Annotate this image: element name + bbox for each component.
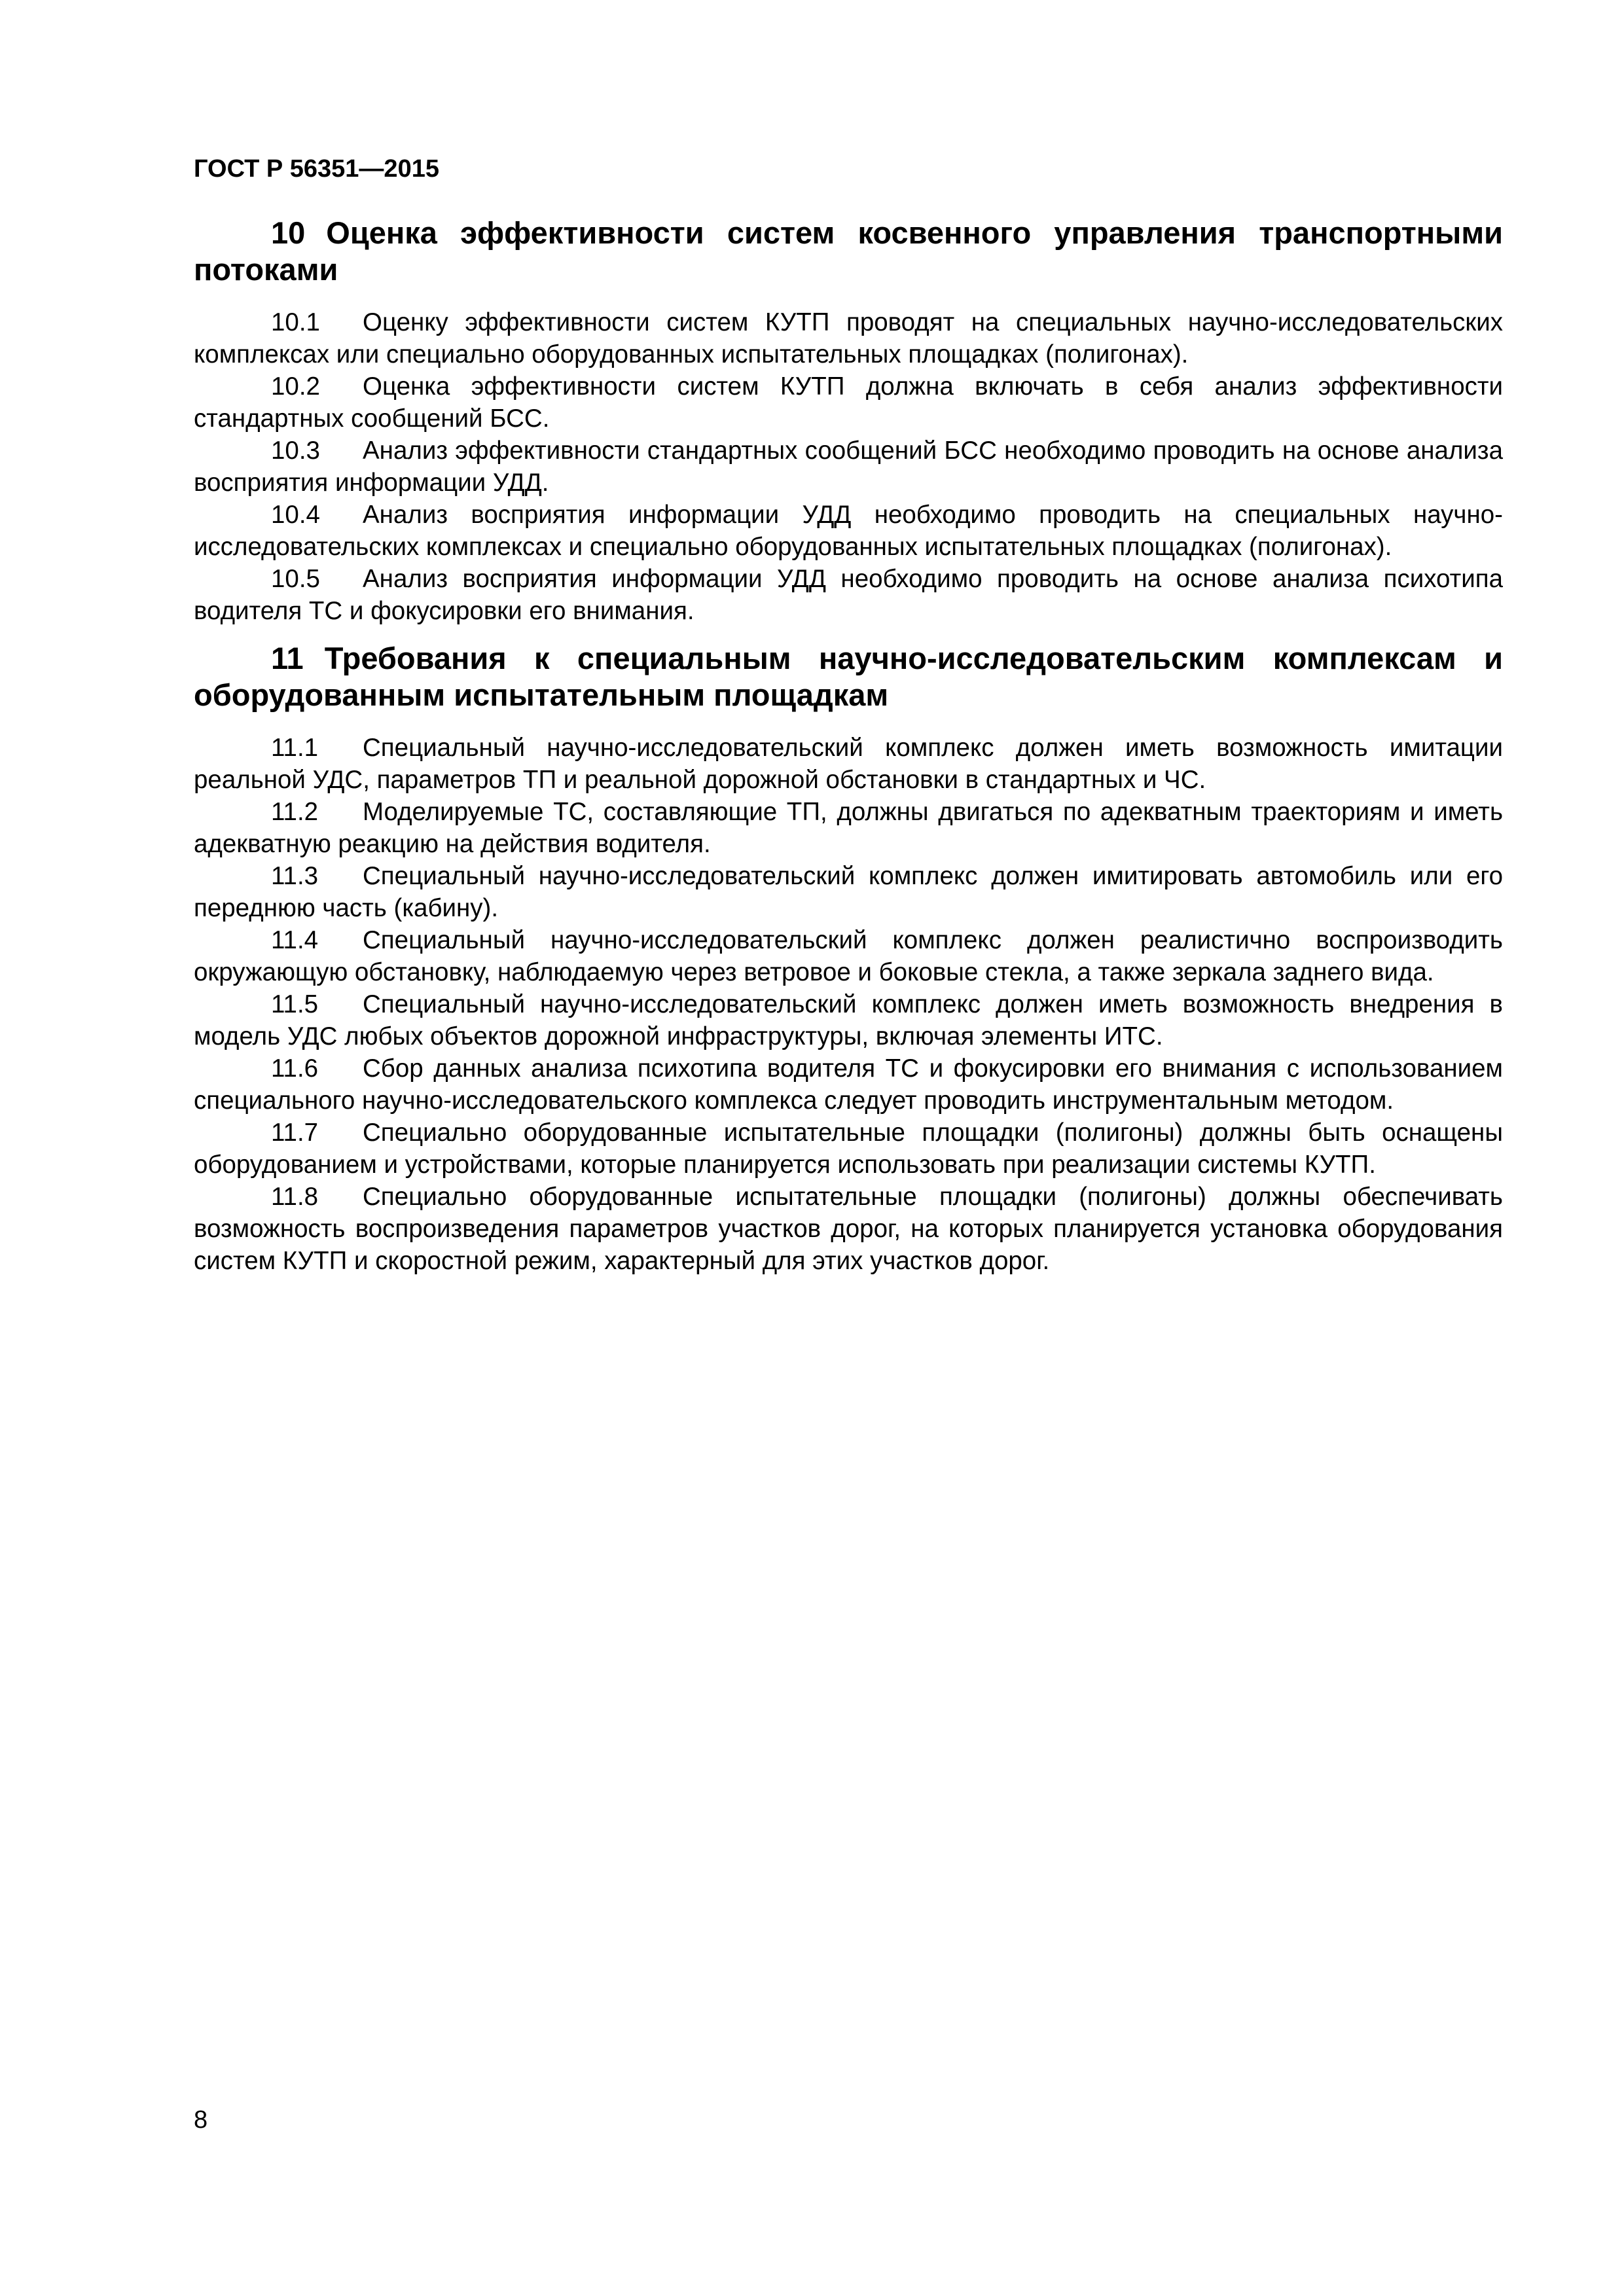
clause-text: Специальный научно-исследовательский комплекс должен иметь возможность внедрения в модель УДС любых объектов дорожной инфраструктуры, включая элементы ИТС. — [194, 990, 1503, 1050]
clause-11-2 — [194, 796, 1503, 860]
clause-text: Оценка эффективности систем КУТП должна включать в себя анализ эффективности стандартных сообщений БСС. — [194, 372, 1503, 433]
clause-number: 11.4 — [271, 926, 319, 954]
clause-text: Сбор данных анализа психотипа водителя ТС и фокусировки его внимания с использованием специального научно-исследовательского комплекса следует проводить инструментальным методом. — [194, 1054, 1503, 1115]
clause-text: Оценку эффективности систем КУТП проводят на специальных научно-исследовательских комплексах или специально оборудованных испытательных площадках (полигонах). — [194, 308, 1503, 368]
section-title: Требования к специальным научно-исследовательским комплексам и оборудованным испытательным площадкам — [194, 641, 1503, 712]
clause-text: Специально оборудованные испытательные площадки (полигоны) должны быть оснащены оборудованием и устройствами, которые планируется использовать при реализации системы КУТП. — [194, 1119, 1503, 1179]
clause-text: Специально оборудованные испытательные площадки (полигоны) должны обеспечивать возможность воспроизведения параметров участков дорог, на которых планируется установка оборудования систем КУТП и скоростной режим, характерный для этих участков дорог. — [194, 1183, 1503, 1275]
clause-number: 10.3 — [271, 437, 320, 465]
clause-text: Анализ восприятия информации УДД необходимо проводить на специальных научно-исследовательских комплексах и специально оборудованных испытательных площадках (полигонах). — [194, 501, 1503, 561]
clause-number: 10.2 — [271, 372, 320, 401]
section-11 — [194, 640, 1503, 1277]
clause-number: 10.5 — [271, 565, 320, 593]
clause-number: 11.2 — [271, 798, 319, 826]
clause-text: Специальный научно-исследовательский комплекс должен иметь возможность имитации реальной УДС, параметров ТП и реальной дорожной обстановки в стандартных и ЧС. — [194, 734, 1503, 794]
page-number: 8 — [194, 2106, 208, 2134]
section-10 — [194, 215, 1503, 627]
section-heading — [194, 640, 1503, 713]
clause-number: 11.1 — [271, 734, 319, 762]
document-body — [194, 215, 1503, 1285]
section-title: Оценка эффективности систем косвенного управления транспортными потоками — [194, 215, 1503, 287]
clause-text: Специальный научно-исследовательский комплекс должен реалистично воспроизводить окружающую обстановку, наблюдаемую через ветровое и боковые стекла, а также зеркала заднего вида. — [194, 926, 1503, 986]
clause-number: 11.6 — [271, 1054, 319, 1083]
clause-10-4 — [194, 499, 1503, 563]
section-number: 10 — [271, 215, 306, 250]
section-heading — [194, 215, 1503, 288]
clause-text: Специальный научно-исследовательский комплекс должен имитировать автомобиль или его переднюю часть (кабину). — [194, 862, 1503, 922]
clause-number: 10.1 — [271, 308, 320, 336]
clause-number: 11.8 — [271, 1183, 319, 1211]
clause-text: Моделируемые ТС, составляющие ТП, должны двигаться по адекватным траекториям и иметь адекватную реакцию на действия водителя. — [194, 798, 1503, 858]
clause-11-1 — [194, 732, 1503, 796]
clause-10-1 — [194, 306, 1503, 370]
clause-10-2 — [194, 370, 1503, 435]
clause-number: 11.7 — [271, 1119, 319, 1147]
clause-10-5 — [194, 563, 1503, 627]
section-number: 11 — [271, 641, 304, 675]
clause-11-3 — [194, 860, 1503, 924]
clause-11-8 — [194, 1181, 1503, 1277]
clause-11-7 — [194, 1117, 1503, 1181]
document-code-header: ГОСТ Р 56351—2015 — [194, 155, 439, 183]
clause-number: 11.5 — [271, 990, 319, 1018]
clause-11-4 — [194, 924, 1503, 988]
clause-text: Анализ восприятия информации УДД необходимо проводить на основе анализа психотипа водителя ТС и фокусировки его внимания. — [194, 565, 1503, 625]
clause-10-3 — [194, 435, 1503, 499]
clause-number: 10.4 — [271, 501, 320, 529]
clause-number: 11.3 — [271, 862, 319, 890]
clause-text: Анализ эффективности стандартных сообщений БСС необходимо проводить на основе анализа восприятия информации УДД. — [194, 437, 1503, 497]
clause-11-5 — [194, 988, 1503, 1052]
clause-11-6 — [194, 1052, 1503, 1117]
